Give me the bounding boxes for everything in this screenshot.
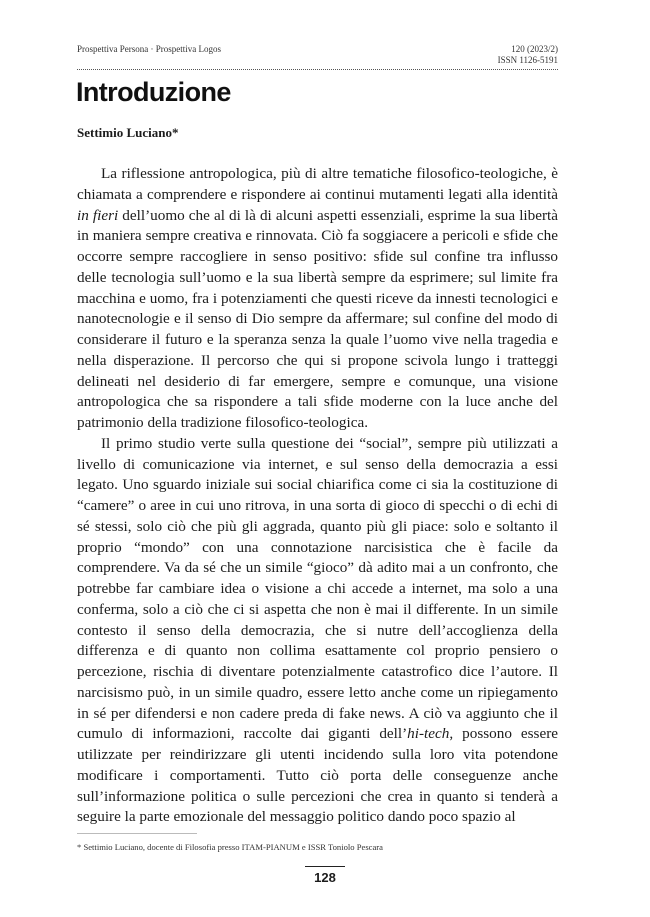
paragraph-text: dell’uomo che al di là di alcuni aspetti essenziali, esprime la sua libertà in maniera sempre creativa e rinnovata. Ciò fa soggiacere a pericoli e sfide che occorre sempre raccogliere in senso positivo: sfide sul confine tra influsso delle tecnologia sull’uomo e la sua libertà sempre da esprimere; sul limite fra macchina e uomo, fra i potenziamenti che questi riceve da innesti tecnologici e nanotecnologie e il senso di Dio sempre da affermare; sul confine del modo di considerare il futuro e la speranza senza la quale l’uomo vive nella tragedia e nella disperazione. Il percorso che qui si propone scivola lungo i tratteggi delineati nel desiderio di far emergere, sempre e comunque, una visione antropologica che sa rispondere a tali sfide moderne con la luce anche del patrimonio della tradizione filosofico-teologica. (77, 206, 559, 431)
page-number-rule (305, 866, 345, 867)
author-name: Settimio Luciano* (77, 125, 179, 140)
header-divider (77, 69, 558, 70)
paragraph (77, 164, 558, 434)
paragraph-text: La riflessione antropologica, più di altre tematiche filosofico-teologiche, è chiamata a comprendere e rispondere ai continui mutamenti legati alla identità (77, 165, 558, 203)
footnote: * Settimio Luciano, docente di Filosofia presso ITAM-PIANUM e ISSR Toniolo Pescara (77, 842, 383, 852)
italic-term: hi-tech (407, 725, 450, 743)
issn: ISSN 1126-5191 (497, 55, 558, 65)
paragraph-text: Il primo studio verte sulla questione dei “social”, sempre più utilizzati a livello di comunicazione via internet, e sul senso della democrazia a essi legato. Uno sguardo iniziale sui social chiarifica come ci sia la costituzione di “camere” o aree in cui uno ritrova, in una sorta di gioco di specchi o di echi di sé stessi, solo ciò che più gli aggrada, quanto più gli piace: solo e soltanto il proprio “mondo” con una connotazione narcisistica che è facile da comprendere. Va da sé che un simile “gioco” dà adito mai a un confronto, che potrebbe far cambiare idea o visione a chi accede a internet, ma solo a una conferma, solo a ciò che ci si aspetta che non è mai il differente. In un simile contesto il senso della democrazia, che si nutre dell’accoglienza della differenza e di quanto non collima esattamente col proprio pensiero o percezione, rischia di diventare potenzialmente catastrofico dice l’autore. Il narcisismo può, in un simile quadro, essere letto anche come un ripiegamento in sé per difendersi e non cadere preda di fake news. A ciò va aggiunto che il cumulo di informazioni, raccolte dai giganti dell’ (77, 434, 558, 743)
running-header (77, 44, 558, 70)
paragraph (77, 434, 558, 828)
page-title: Introduzione (76, 77, 231, 107)
journal-name: Prospettiva Persona · Prospettiva Logos (77, 44, 221, 54)
issue-number: 120 (2023/2) (511, 44, 558, 54)
footnote-divider (77, 833, 197, 834)
paragraph-text: , possono essere utilizzate per reindirizzare gli utenti incidendo sulla loro vita potendone modificare i comportamenti. Tutto ciò porta delle conseguenze anche sull’informazione politica o sulle percezioni che crea in quanto si tenderà a seguire la parte emozionale del messaggio politico dando poco spazio al (77, 725, 559, 826)
page-number: 128 (314, 870, 336, 885)
italic-term: in fieri (77, 206, 119, 224)
article-body (77, 164, 558, 828)
issue-info (498, 44, 558, 66)
